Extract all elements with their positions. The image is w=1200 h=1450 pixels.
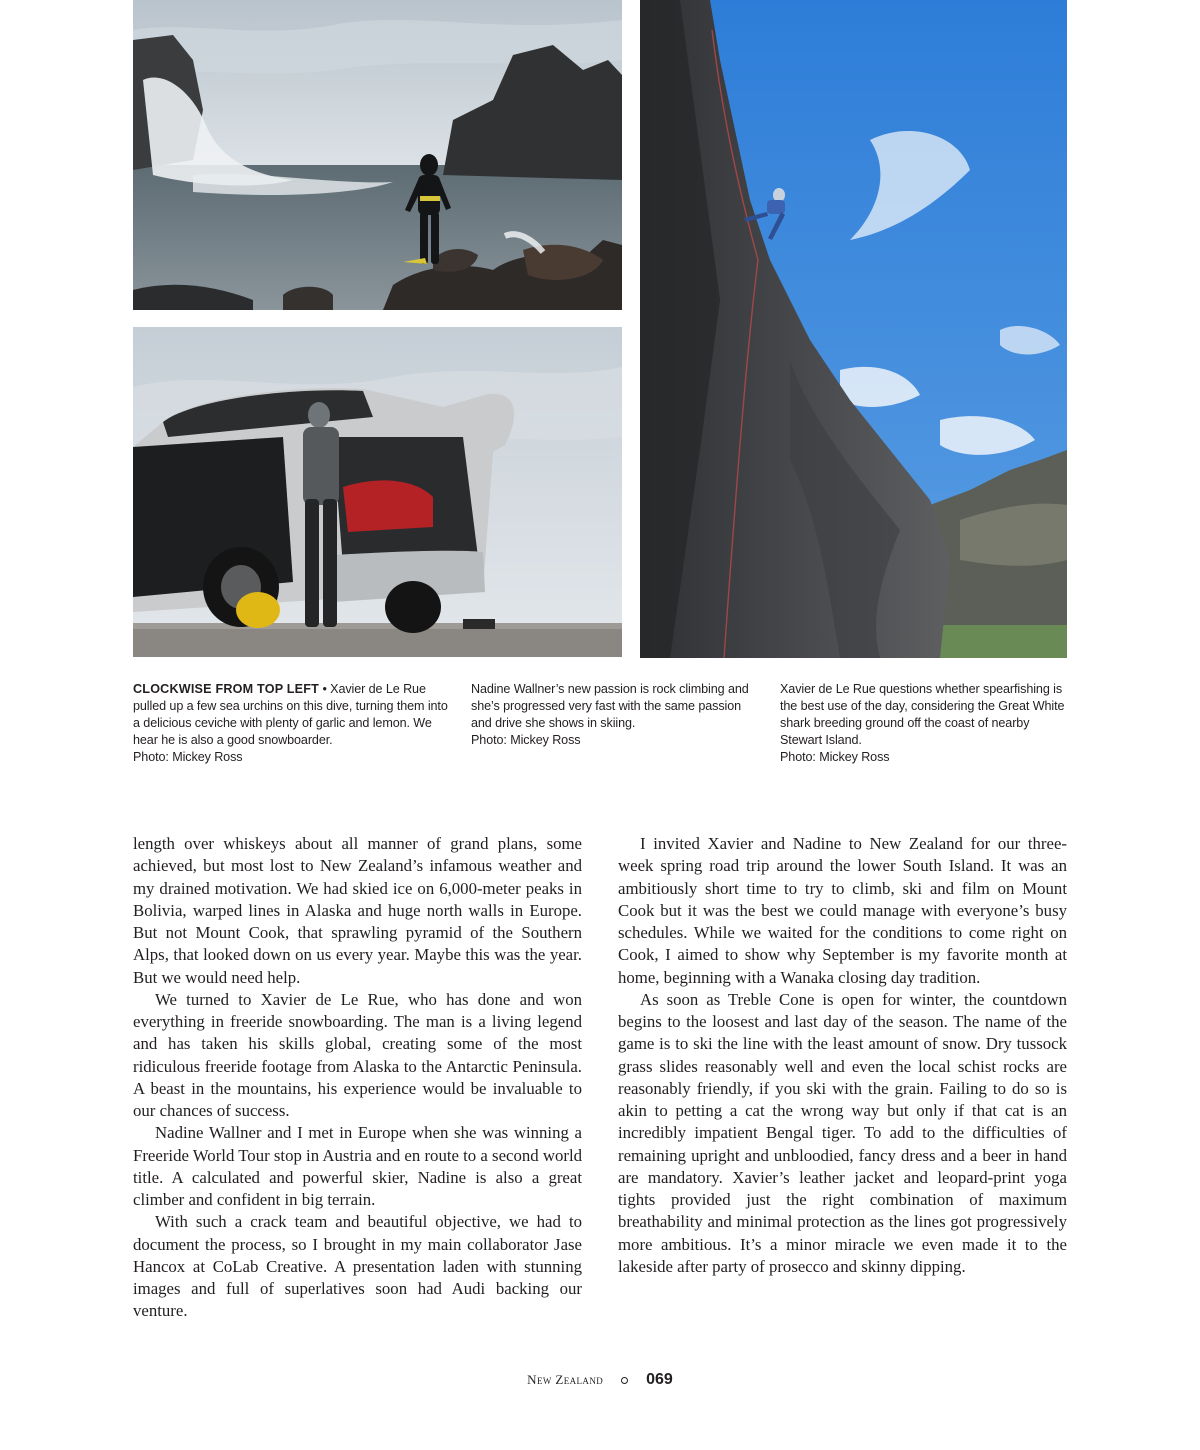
article-paragraph: We turned to Xavier de Le Rue, who has done and won everything in freeride snowboarding. The man is a living legend and has taken his skills global, creating some of the most ridiculous freeride footage from Alaska to the Antarctic Peninsula. A beast in the mountains, his experience would be invaluable to our chances of success. [133, 989, 582, 1120]
article-paragraph: As soon as Treble Cone is open for winter, the countdown begins to the loosest and last day of the season. The name of the game is to ski the line with the least amount of snow. Dry tussock grass slides reasonably well and even the local schist rocks are reasonably friendly, if you ski with the grain. Failing to do so is akin to petting a cat the wrong way but only if that cat is an incredibly impatient Bengal tiger. To add to the difficulties of remaining upright and unbloodied, fancy dress and a beer in hand are mandatory. Xavier’s leather jacket and leopard-print yoga tights provided just the right combination of maximum breathability and minimal protection as the lines got progressively more ambitious. It’s a minor miracle we even made it to the lakeside after party of prosecco and skinny dipping. [618, 989, 1067, 1276]
section-name: New Zealand [527, 1372, 604, 1387]
caption-clockwise [133, 681, 448, 766]
article-paragraph: length over whiskeys about all manner of grand plans, some achieved, but most lost to New Zealand’s infamous weather and my drained motivation. We had skied ice on 6,000-meter peaks in Bolivia, warped lines in Alaska and huge north walls in Europe. But not Mount Cook, that sprawling pyramid of the Southern Alps, that looked down on us every year. Maybe this was the year. But we would need help. [133, 834, 582, 987]
caption-credit: Photo: Mickey Ross [471, 733, 581, 747]
photo-skier-with-car [133, 327, 622, 657]
caption-body: Xavier de Le Rue pulled up a few sea urchins on this dive, turning them into a delicious ceviche with plenty of garlic and lemon. We hear he is also a good snowboarder. [133, 682, 448, 747]
caption-body: Nadine Wallner’s new passion is rock climbing and she’s progressed very fast with the same passion and drive she shows in skiing. [471, 682, 749, 730]
caption-separator: • [319, 682, 331, 696]
caption-climbing [471, 681, 756, 749]
article-column-right [618, 833, 1067, 1278]
caption-body: Xavier de Le Rue questions whether spearfishing is the best use of the day, considering the Great White shark breeding ground off the coast of nearby Stewart Island. [780, 682, 1065, 747]
photo-spearfishing-diver [133, 0, 622, 310]
caption-credit: Photo: Mickey Ross [780, 750, 890, 764]
article-paragraph: Nadine Wallner and I met in Europe when she was winning a Freeride World Tour stop in Austria and en route to a second world title. A calculated and powerful skier, Nadine is also a great climber and confident in big terrain. [133, 1123, 582, 1209]
caption-credit: Photo: Mickey Ross [133, 750, 243, 764]
page-folio [0, 1371, 1200, 1389]
article-paragraph: With such a crack team and beautiful objective, we had to document the process, so I brought in my main collaborator Jase Hancox at CoLab Creative. A presentation laden with stunning images and full of superlatives soon had Audi backing our venture. [133, 1212, 582, 1321]
caption-spearfishing [780, 681, 1070, 766]
article-column-left [133, 833, 582, 1323]
photo-rock-climber [640, 0, 1067, 658]
page-number: 069 [646, 1371, 673, 1388]
folio-dot-icon [621, 1377, 628, 1384]
caption-lead: CLOCKWISE FROM TOP LEFT [133, 682, 320, 696]
article-paragraph: I invited Xavier and Nadine to New Zealand for our three-week spring road trip around the lower South Island. It was an ambitiously short time to try to climb, ski and film on Mount Cook but it was the best we could manage with everyone’s busy schedules. While we waited for the conditions to come right on Cook, I aimed to show why September is my favorite month at home, beginning with a Wanaka closing day tradition. [618, 834, 1067, 987]
